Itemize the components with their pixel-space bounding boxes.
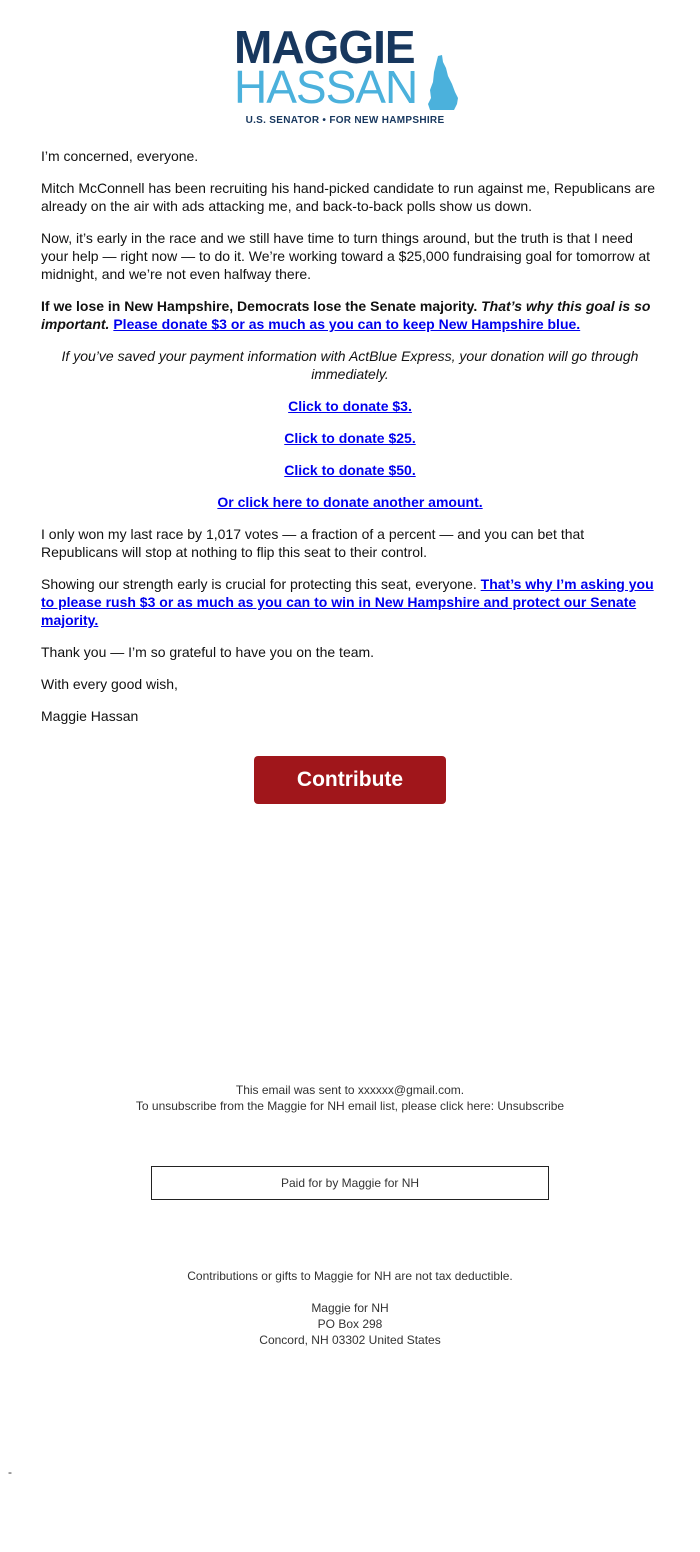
address-city: Concord, NH 03302 United States	[259, 1333, 441, 1347]
donate-25-link[interactable]: Click to donate $25.	[284, 430, 416, 446]
tax-deductible-note: Contributions or gifts to Maggie for NH are not tax deductible.	[187, 1269, 513, 1283]
header-logo-wrap	[0, 21, 700, 130]
email-body	[41, 147, 659, 739]
campaign-logo	[234, 21, 466, 130]
donate-link-keep-nh-blue[interactable]: Please donate $3 or as much as you can to keep New Hampshire blue.	[113, 316, 581, 332]
thank-you-paragraph: Thank you — I’m so grateful to have you on the team.	[41, 644, 375, 660]
paragraph-goal: Now, it’s early in the race and we still have time to turn things around, but the truth is that I need your help — right now — to do it. We’re working toward a $25,000 fundraising goal for tomorrow at midnight, and we’re not even halfway there.	[41, 230, 651, 282]
unsubscribe-link[interactable]: Unsubscribe	[497, 1099, 565, 1113]
signature: Maggie Hassan	[41, 708, 139, 724]
bold-statement: If we lose in New Hampshire, Democrats lose the Senate majority.	[41, 298, 478, 314]
unsubscribe-text: To unsubscribe from the Maggie for NH email list, please click here:	[135, 1099, 495, 1113]
paid-for-text: Paid for by Maggie for NH	[280, 1176, 420, 1190]
donate-link-rush[interactable]: That’s why I’m asking you to please rush $3 or as much as you can to win in New Hampshire and protect our Senate majority.	[41, 576, 654, 628]
footer-unsubscribe-line	[0, 1098, 700, 1114]
paragraph-senate-majority	[41, 297, 659, 333]
donate-3-link[interactable]: Click to donate $3.	[288, 398, 412, 414]
bold-italic-statement: That’s why this goal is so important.	[41, 298, 651, 332]
paragraph-strength	[41, 575, 659, 629]
donate-50-link[interactable]: Click to donate $50.	[284, 462, 416, 478]
paragraph-last-race: I only won my last race by 1,017 votes — a fraction of a percent — and you can bet that Republicans will stop at nothing to flip this seat to their control.	[41, 526, 585, 560]
actblue-express-note: If you’ve saved your payment information with ActBlue Express, your donation will go through immediately.	[61, 348, 639, 382]
donate-other-amount-link[interactable]: Or click here to donate another amount.	[217, 494, 483, 510]
footer-dash: -	[8, 1465, 12, 1479]
logo-last-name: HASSAN	[234, 61, 418, 113]
logo-first-name: MAGGIE	[234, 21, 415, 73]
logo-subtitle: U.S. SENATOR • FOR NEW HAMPSHIRE	[245, 115, 445, 126]
contribute-button-wrap	[0, 756, 700, 804]
greeting-paragraph: I’m concerned, everyone.	[41, 148, 199, 164]
address-org: Maggie for NH	[311, 1301, 389, 1315]
footer-sent-to: This email was sent to xxxxxx@gmail.com.	[235, 1083, 465, 1097]
new-hampshire-state-icon	[424, 54, 460, 112]
address-po-box: PO Box 298	[317, 1317, 383, 1331]
paragraph-mcconnell: Mitch McConnell has been recruiting his hand-picked candidate to run against me, Republicans are already on the air with ads attacking me, and back-to-back polls show us down.	[41, 180, 656, 214]
strength-text: Showing our strength early is crucial for protecting this seat, everyone.	[41, 576, 477, 592]
paid-for-box	[151, 1166, 549, 1200]
closing-line: With every good wish,	[41, 676, 178, 692]
contribute-button[interactable]: Contribute	[254, 756, 446, 804]
